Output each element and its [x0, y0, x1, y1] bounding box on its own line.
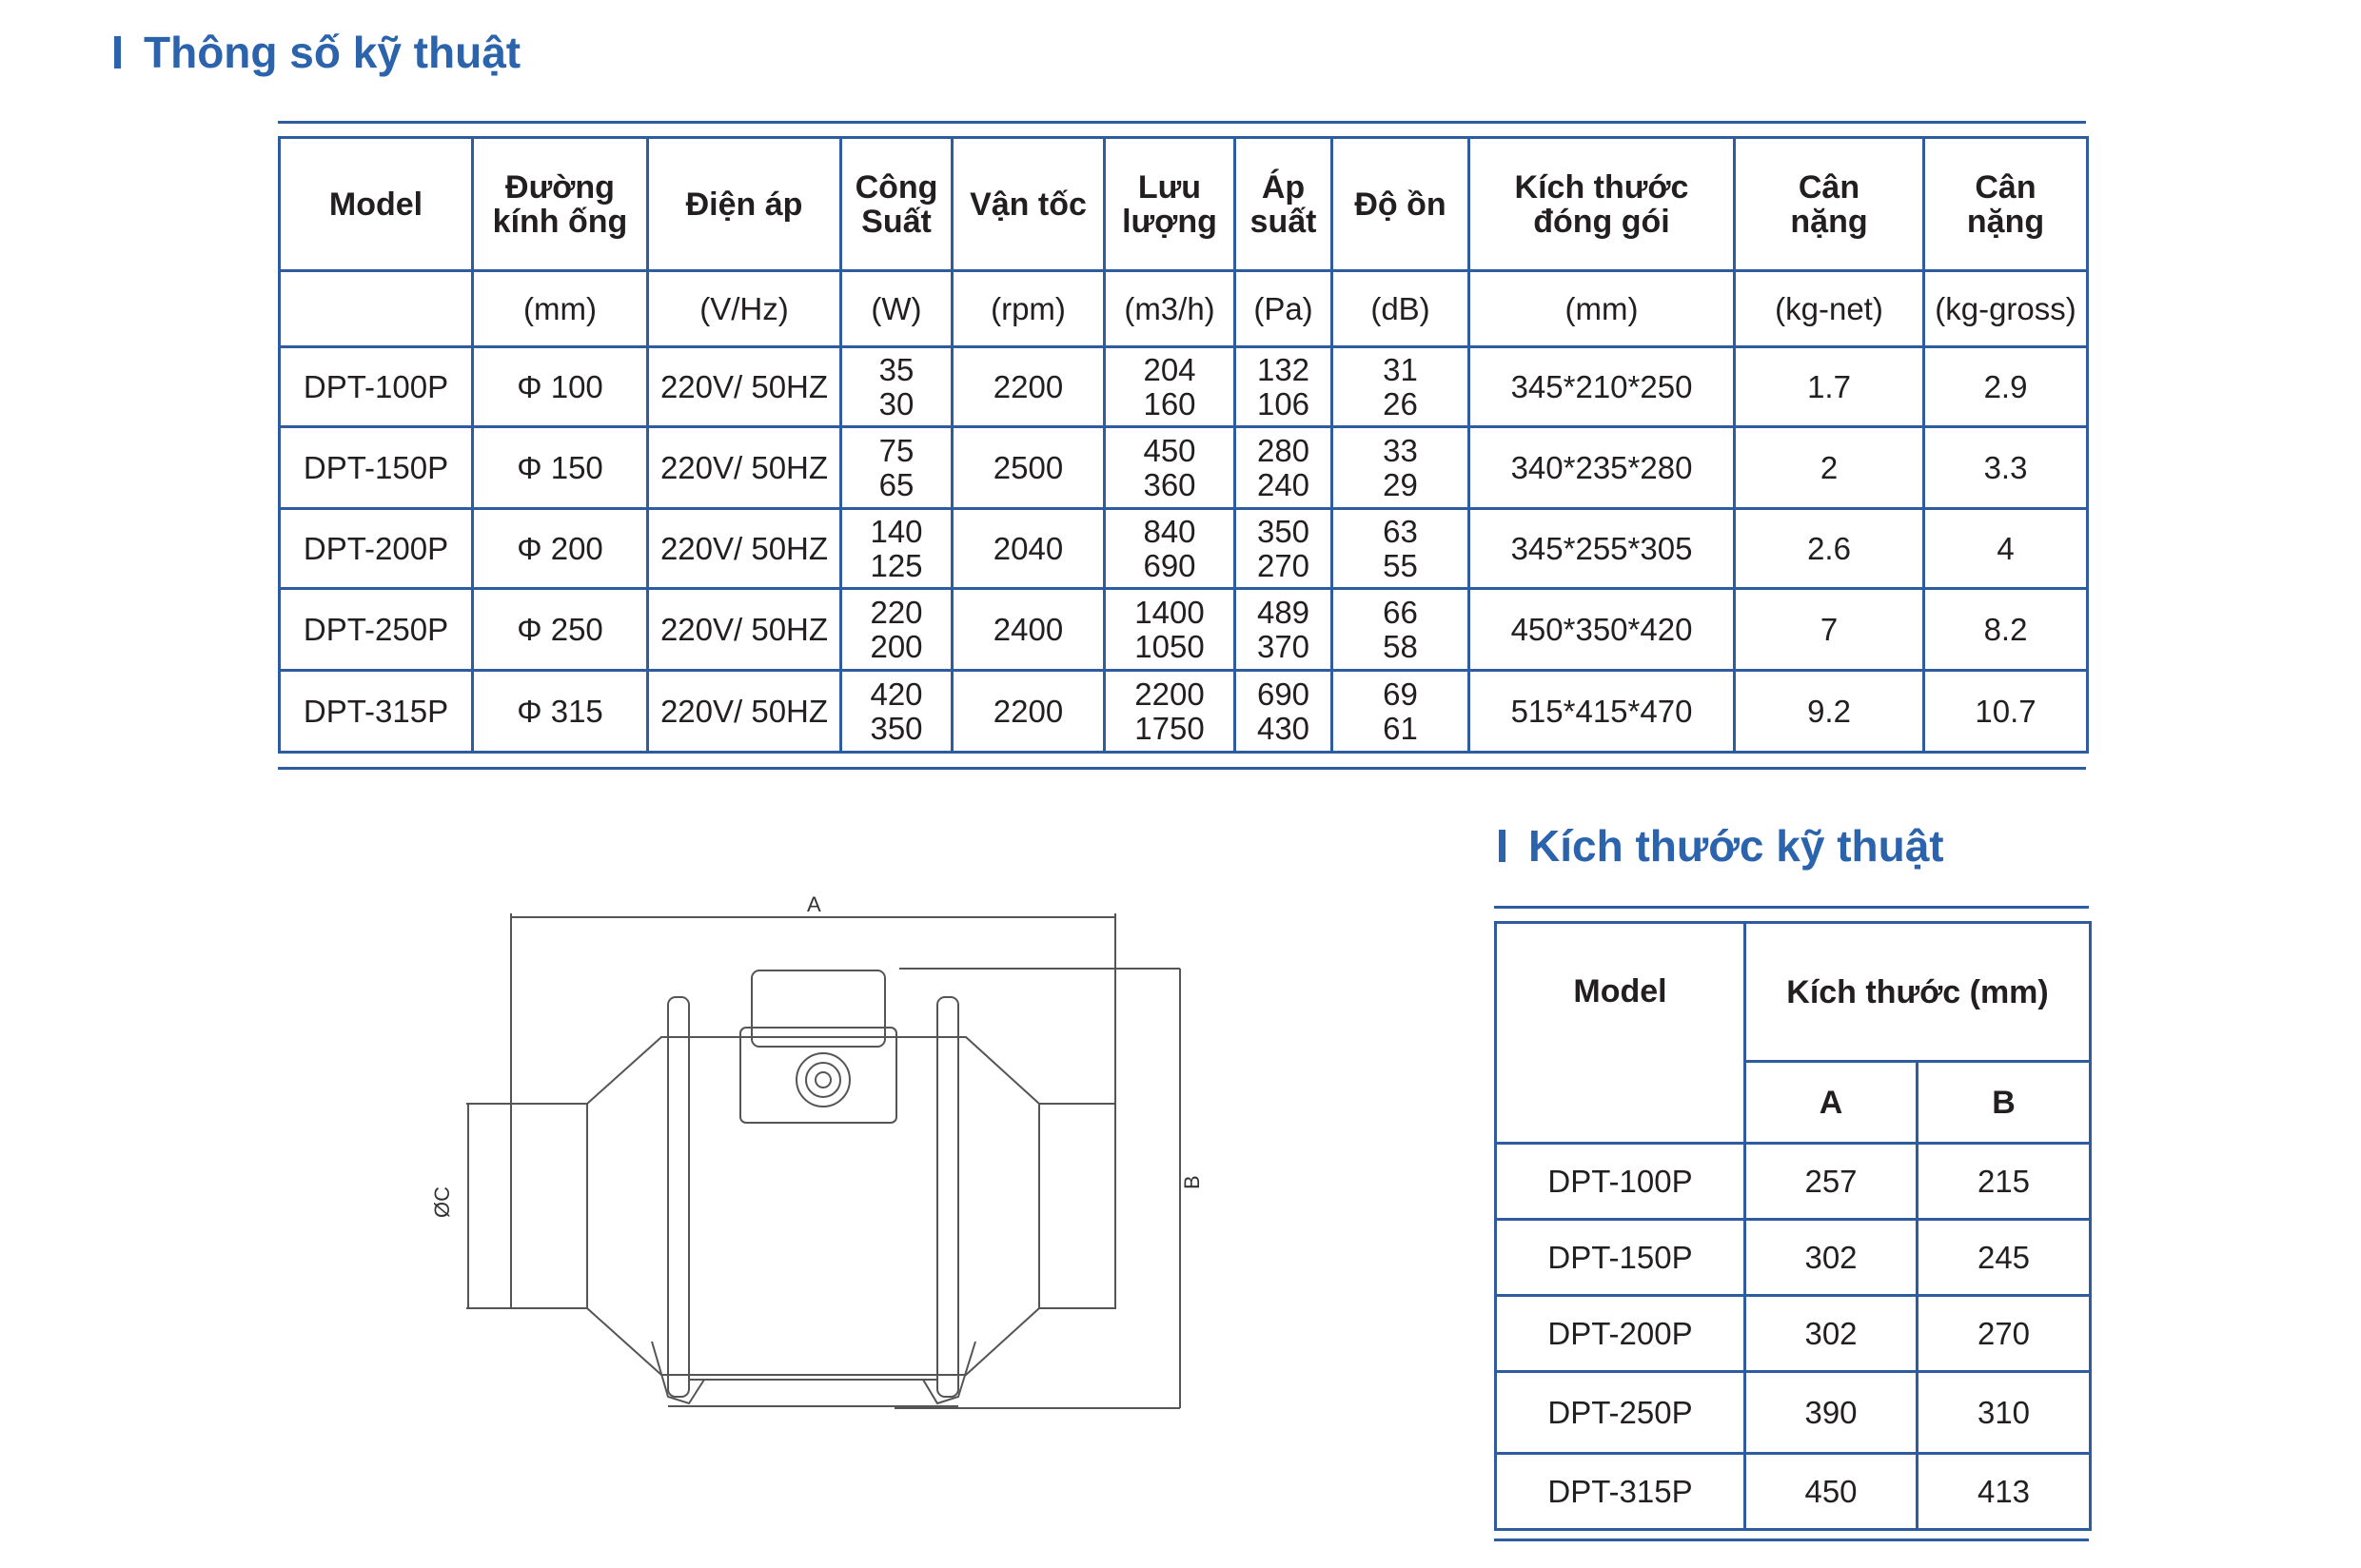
cell-pressure: 489 370: [1235, 589, 1332, 671]
cell-diameter: Φ 150: [473, 427, 648, 509]
cell-noise: 33 29: [1332, 427, 1469, 509]
left-clamp: [668, 997, 689, 1397]
cell-power: 140 125: [841, 509, 953, 589]
dim-cell-a: 450: [1745, 1454, 1918, 1530]
left-collar: [511, 1104, 587, 1308]
cell-speed: 2200: [953, 671, 1105, 753]
cell-power: 75 65: [841, 427, 953, 509]
unit-cell: (Pa): [1235, 271, 1332, 347]
cell-package: 450*350*420: [1469, 589, 1735, 671]
dim-cell-a: 302: [1745, 1296, 1918, 1372]
header-model: Model: [280, 138, 473, 271]
cell-diameter: Φ 315: [473, 671, 648, 753]
cell-pressure: 132 106: [1235, 347, 1332, 427]
unit-cell: (kg-gross): [1924, 271, 2088, 347]
cell-power: 35 30: [841, 347, 953, 427]
spec-top-rule: [278, 121, 2086, 124]
cell-power: 220 200: [841, 589, 953, 671]
cell-flow: 450 360: [1105, 427, 1235, 509]
title-bar-accent: [1499, 830, 1505, 862]
cell-gross-weight: 8.2: [1924, 589, 2088, 671]
cell-gross-weight: 10.7: [1924, 671, 2088, 753]
cell-pressure: 280 240: [1235, 427, 1332, 509]
label-a: A: [807, 892, 821, 916]
cell-voltage: 220V/ 50HZ: [648, 589, 841, 671]
spec-units-row: [280, 271, 2088, 347]
unit-cell: (mm): [473, 271, 648, 347]
cell-diameter: Φ 200: [473, 509, 648, 589]
header-net-weight: Cân nặng: [1735, 138, 1924, 271]
dim-header-row: [1496, 923, 2091, 1062]
cell-net-weight: 7: [1735, 589, 1924, 671]
cell-noise: 69 61: [1332, 671, 1469, 753]
header-flow: Lưu lượng: [1105, 138, 1235, 271]
cell-package: 345*210*250: [1469, 347, 1735, 427]
cell-model: DPT-150P: [280, 427, 473, 509]
dim-row: [1496, 1454, 2091, 1530]
dim-row: [1496, 1220, 2091, 1296]
dim-cell-b: 245: [1918, 1220, 2091, 1296]
dim-row: [1496, 1372, 2091, 1454]
right-clamp: [937, 997, 958, 1397]
fan-drawing: [419, 885, 1209, 1437]
dim-cell-b: 215: [1918, 1144, 2091, 1220]
cell-net-weight: 9.2: [1735, 671, 1924, 753]
cable-gland-core: [816, 1072, 831, 1088]
cell-voltage: 220V/ 50HZ: [648, 509, 841, 589]
cell-noise: 66 58: [1332, 589, 1469, 671]
spec-header-row: [280, 138, 2088, 271]
dim-cell-model: DPT-250P: [1496, 1372, 1745, 1454]
cable-gland: [797, 1053, 850, 1107]
fan-dimension-diagram: [419, 885, 1209, 1437]
cell-speed: 2040: [953, 509, 1105, 589]
cell-flow: 1400 1050: [1105, 589, 1235, 671]
cell-package: 340*235*280: [1469, 427, 1735, 509]
cell-package: 515*415*470: [1469, 671, 1735, 753]
cell-diameter: Φ 100: [473, 347, 648, 427]
cell-pressure: 690 430: [1235, 671, 1332, 753]
cell-flow: 204 160: [1105, 347, 1235, 427]
dimension-table: [1494, 921, 2092, 1531]
spec-row: [280, 427, 2088, 509]
spec-bottom-rule: [278, 767, 2086, 770]
fan-body: [587, 1037, 1039, 1375]
unit-cell: (mm): [1469, 271, 1735, 347]
dimension-section-title: [1499, 820, 1944, 872]
unit-cell: [280, 271, 473, 347]
spec-section-title: [114, 27, 521, 78]
cell-flow: 840 690: [1105, 509, 1235, 589]
cell-power: 420 350: [841, 671, 953, 753]
header-package: Kích thước đóng gói: [1469, 138, 1735, 271]
header-voltage: Điện áp: [648, 138, 841, 271]
header-diameter: Đường kính ống: [473, 138, 648, 271]
header-gross-weight: Cân nặng: [1924, 138, 2088, 271]
cell-gross-weight: 4: [1924, 509, 2088, 589]
unit-cell: (V/Hz): [648, 271, 841, 347]
unit-cell: (rpm): [953, 271, 1105, 347]
header-noise: Độ ồn: [1332, 138, 1469, 271]
dim-cell-a: 390: [1745, 1372, 1918, 1454]
cell-speed: 2500: [953, 427, 1105, 509]
dim-top-rule: [1494, 906, 2089, 909]
unit-cell: (dB): [1332, 271, 1469, 347]
cell-noise: 31 26: [1332, 347, 1469, 427]
dim-header-a: A: [1745, 1062, 1918, 1144]
dim-cell-a: 302: [1745, 1220, 1918, 1296]
right-collar: [1039, 1104, 1115, 1308]
unit-cell: (W): [841, 271, 953, 347]
spec-table: [278, 136, 2089, 754]
spec-row: [280, 589, 2088, 671]
dim-header-b: B: [1918, 1062, 2091, 1144]
unit-cell: (m3/h): [1105, 271, 1235, 347]
dimension-title-text: Kích thước kỹ thuật: [1528, 821, 1944, 871]
dim-bottom-rule: [1494, 1539, 2089, 1541]
spec-row: [280, 347, 2088, 427]
dim-cell-a: 257: [1745, 1144, 1918, 1220]
dim-row: [1496, 1144, 2091, 1220]
cell-diameter: Φ 250: [473, 589, 648, 671]
spec-row: [280, 671, 2088, 753]
cell-flow: 2200 1750: [1105, 671, 1235, 753]
cell-speed: 2400: [953, 589, 1105, 671]
cell-model: DPT-250P: [280, 589, 473, 671]
header-speed: Vận tốc: [953, 138, 1105, 271]
cell-voltage: 220V/ 50HZ: [648, 347, 841, 427]
cell-net-weight: 2: [1735, 427, 1924, 509]
cell-pressure: 350 270: [1235, 509, 1332, 589]
label-b: B: [1180, 1175, 1204, 1189]
dim-cell-b: 310: [1918, 1372, 2091, 1454]
dim-cell-model: DPT-150P: [1496, 1220, 1745, 1296]
spec-title-text: Thông số kỹ thuật: [144, 28, 521, 77]
cell-gross-weight: 2.9: [1924, 347, 2088, 427]
cell-gross-weight: 3.3: [1924, 427, 2088, 509]
dim-row: [1496, 1296, 2091, 1372]
cable-gland-inner: [806, 1063, 840, 1097]
header-pressure: Áp suất: [1235, 138, 1332, 271]
cell-model: DPT-200P: [280, 509, 473, 589]
terminal-box-top: [752, 970, 885, 1047]
label-c: ØC: [430, 1186, 454, 1218]
cell-noise: 63 55: [1332, 509, 1469, 589]
title-bar-accent: [114, 36, 121, 69]
header-power: Công Suất: [841, 138, 953, 271]
spec-row: [280, 509, 2088, 589]
unit-cell: (kg-net): [1735, 271, 1924, 347]
cell-speed: 2200: [953, 347, 1105, 427]
cell-package: 345*255*305: [1469, 509, 1735, 589]
dim-header-size: Kích thước (mm): [1745, 923, 2091, 1062]
cell-net-weight: 1.7: [1735, 347, 1924, 427]
dim-cell-b: 413: [1918, 1454, 2091, 1530]
cell-net-weight: 2.6: [1735, 509, 1924, 589]
cell-voltage: 220V/ 50HZ: [648, 427, 841, 509]
cell-model: DPT-100P: [280, 347, 473, 427]
dim-cell-model: DPT-100P: [1496, 1144, 1745, 1220]
dim-header-model: Model: [1496, 923, 1745, 1144]
dim-cell-b: 270: [1918, 1296, 2091, 1372]
cell-voltage: 220V/ 50HZ: [648, 671, 841, 753]
dim-cell-model: DPT-315P: [1496, 1454, 1745, 1530]
cell-model: DPT-315P: [280, 671, 473, 753]
dim-cell-model: DPT-200P: [1496, 1296, 1745, 1372]
